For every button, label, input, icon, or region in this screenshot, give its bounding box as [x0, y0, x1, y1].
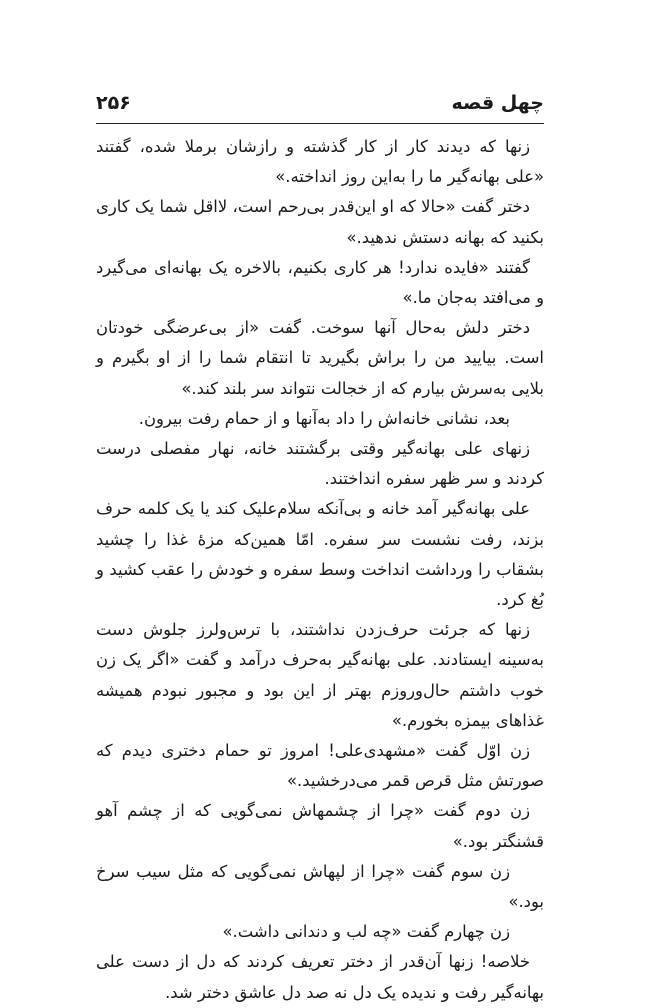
paragraph: خلاصه! زنها آن‌قدر از دختر تعریف کردند که دل از دست علی بهانه‌گیر رفت و ندیده یک دل نه صد دل عاشق دختر شد. — [96, 952, 544, 1002]
paragraph: گفتند «فایده ندارد! هر کاری بکنیم، بالاخره یک بهانه‌ای می‌گیرد و می‌افتد به‌جان ما.» — [96, 257, 544, 308]
paragraph: بعد، نشانی خانه‌اش را داد به‌آنها و از حمام رفت بیرون. — [138, 408, 510, 428]
body-text — [96, 132, 544, 1008]
paragraph: زنهای علی بهانه‌گیر وقتی برگشتند خانه، نهار مفصلی درست کردند و سر ظهر سفره انداختند. — [96, 439, 544, 489]
page-number: ۲۵۶ — [96, 92, 131, 114]
paragraph: زن چهارم گفت «چه لب و دندانی داشت.» — [222, 922, 510, 942]
paragraph: زن سوم گفت «چرا از لپهاش نمی‌گویی که مثل سیب سرخ بود.» — [96, 861, 544, 912]
book-title: چهل قصه — [451, 92, 544, 114]
paragraph: دختر دلش به‌حال آنها سوخت. گفت «از بی‌عرضگی خودتان است. بیایید من را براش بگیرید تا انتقام شما را از او بگیرم و بلایی به‌سرش بیارم که از خجالت نتواند سر بلند کند.» — [96, 318, 544, 398]
header-rule — [96, 123, 544, 124]
paragraph: زن اوّل گفت «مشهدی‌علی! امروز تو حمام دختری دیدم که صورتش مثل قرص قمر می‌درخشید.» — [96, 741, 544, 791]
paragraph: زنها که جرئت حرف‌زدن نداشتند، با ترس‌ولرز جلوش دست به‌سینه ایستادند. علی بهانه‌گیر به‌حرف درآمد و گفت «اگر یک زن خوب داشتم حال‌وروزم بهتر از این بود و مجبور نبودم همیشه غذاهای بیمزه بخورم.» — [96, 620, 544, 730]
paragraph: زنها که دیدند کار از کار گذشته و رازشان بر‌ملا شده، گفتند «علی بهانه‌گیر ما را به‌این روز انداخته.» — [96, 137, 544, 187]
running-header — [96, 92, 544, 122]
paragraph: علی بهانه‌گیر آمد خانه و بی‌آنکه سلام‌علیک کند یا یک کلمه حرف بزند، رفت نشست سر سفره. امّا همین‌که مزهٔ غذا را چشید بشقاب را ورداشت انداخت وسط سفره و خودش را عقب کشید و بُغ کرد. — [96, 499, 544, 610]
paragraph: زن دوم گفت «چرا از چشمهاش نمی‌گویی که از چشم آهو قشنگتر بود.» — [96, 801, 544, 851]
paragraph: دختر گفت «حالا که او این‌قدر بی‌رحم است، لااقل شما یک کاری بکنید که بهانه دستش ندهید.» — [96, 197, 544, 247]
